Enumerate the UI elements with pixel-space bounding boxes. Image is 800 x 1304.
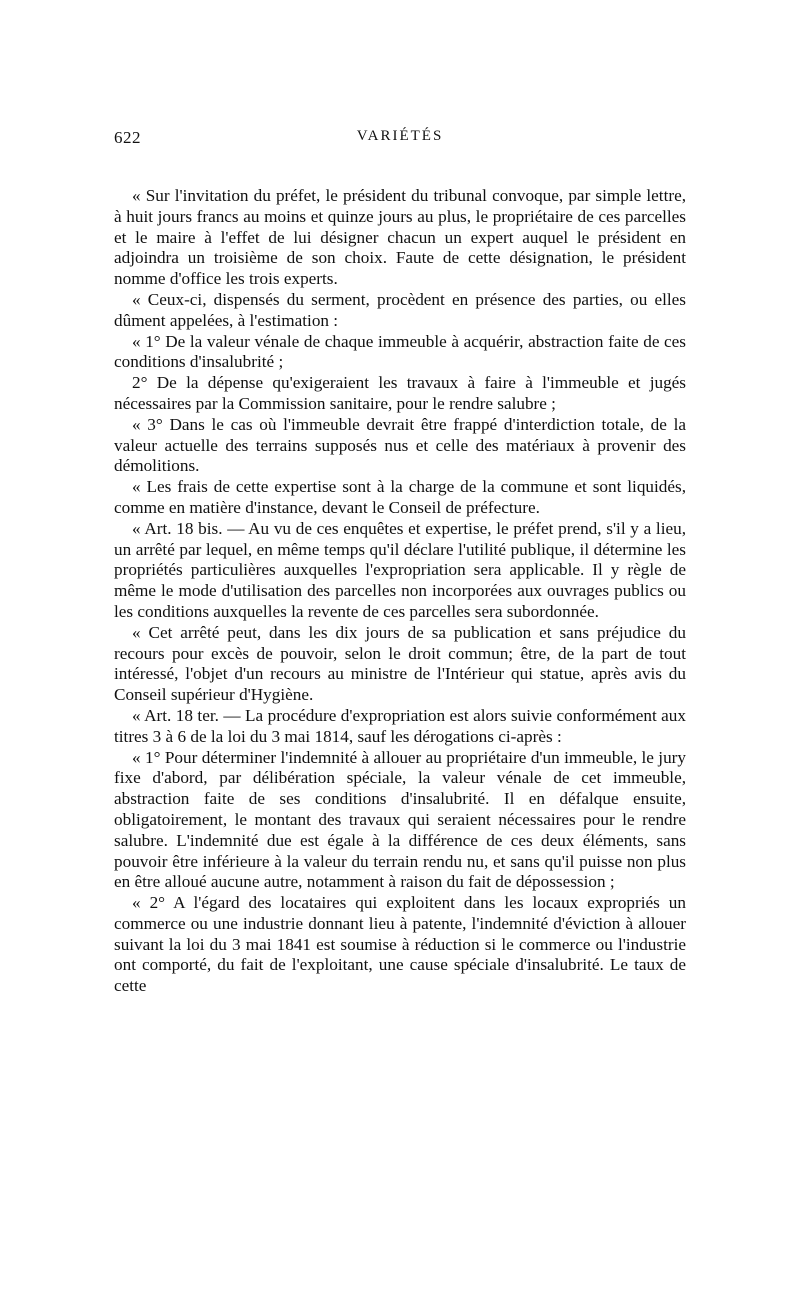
page-header: [114, 128, 686, 154]
body-text: [114, 186, 686, 997]
paragraph: « 1° De la valeur vénale de chaque immeuble à acquérir, abstraction faite de ces conditions d'insalubrité ;: [114, 331, 686, 372]
paragraph: « Art. 18 bis. — Au vu de ces enquêtes et expertise, le préfet prend, s'il y a lieu, un arrêté par lequel, en même temps qu'il déclare l'utilité publique, il détermine les propriétés particulières auxquelles l'expropriation sera applicable. Il y règle de même le mode d'utilisation des parcelles non incorporées aux ouvrages publics ou les conditions auxquelles la revente de ces parcelles sera subordonnée.: [114, 518, 686, 621]
paragraph: « 1° Pour déterminer l'indemnité à allouer au propriétaire d'un immeuble, le jury fixe d'abord, par délibération spéciale, la valeur vénale de cet immeuble, abstraction faite de ses conditions d'insalubrité. Il en défalque ensuite, obligatoirement, le montant des travaux qui seraient nécessaires pour le rendre salubre. L'indemnité due est égale à la différence de ces deux éléments, sans pouvoir être inférieure à la valeur du terrain rendu nu, et sans qu'il puisse non plus en être alloué aucune autre, notamment à raison du fait de dépossession ;: [114, 747, 686, 892]
paragraph: « Cet arrêté peut, dans les dix jours de sa publication et sans préjudice du recours pour excès de pouvoir, selon le droit commun; être, de la part de tout intéressé, l'objet d'un recours au ministre de l'Intérieur qui statue, après avis du Conseil supérieur d'Hygiène.: [114, 622, 686, 705]
paragraph: « 3° Dans le cas où l'immeuble devrait être frappé d'interdiction totale, de la valeur actuelle des terrains supposés nus et celle des matériaux à provenir des démolitions.: [114, 414, 686, 476]
page-number: 622: [114, 128, 141, 147]
paragraph: « Les frais de cette expertise sont à la charge de la commune et sont liquidés, comme en matière d'instance, devant le Conseil de préfecture.: [114, 477, 686, 517]
paragraph: « Sur l'invitation du préfet, le président du tribunal convoque, par simple lettre, à huit jours francs au moins et quinze jours au plus, le propriétaire de ces parcelles et le maire à l'effet de lui désigner chacun un expert auquel le président en adjoindra un troisième de son choix. Faute de cette désignation, le président nomme d'office les trois experts.: [114, 186, 686, 289]
running-title: VARIÉTÉS: [356, 128, 444, 144]
paragraph: « Ceux-ci, dispensés du serment, procèdent en présence des parties, ou elles dûment appelées, à l'estimation :: [114, 289, 686, 330]
paragraph: « 2° A l'égard des locataires qui exploitent dans les locaux expropriés un commerce ou une industrie donnant lieu à patente, l'indemnité d'éviction à allouer suivant la loi du 3 mai 1841 est soumise à réduction si le commerce ou l'industrie ont comporté, du fait de l'exploitant, une cause spéciale d'insalubrité. Le taux de cette: [114, 893, 686, 996]
paragraph: « Art. 18 ter. — La procédure d'expropriation est alors suivie conformément aux titres 3 à 6 de la loi du 3 mai 1814, sauf les dérogations ci-après :: [114, 705, 686, 746]
paragraph: 2° De la dépense qu'exigeraient les travaux à faire à l'immeuble et jugés nécessaires par la Commission sanitaire, pour le rendre salubre ;: [114, 373, 686, 413]
